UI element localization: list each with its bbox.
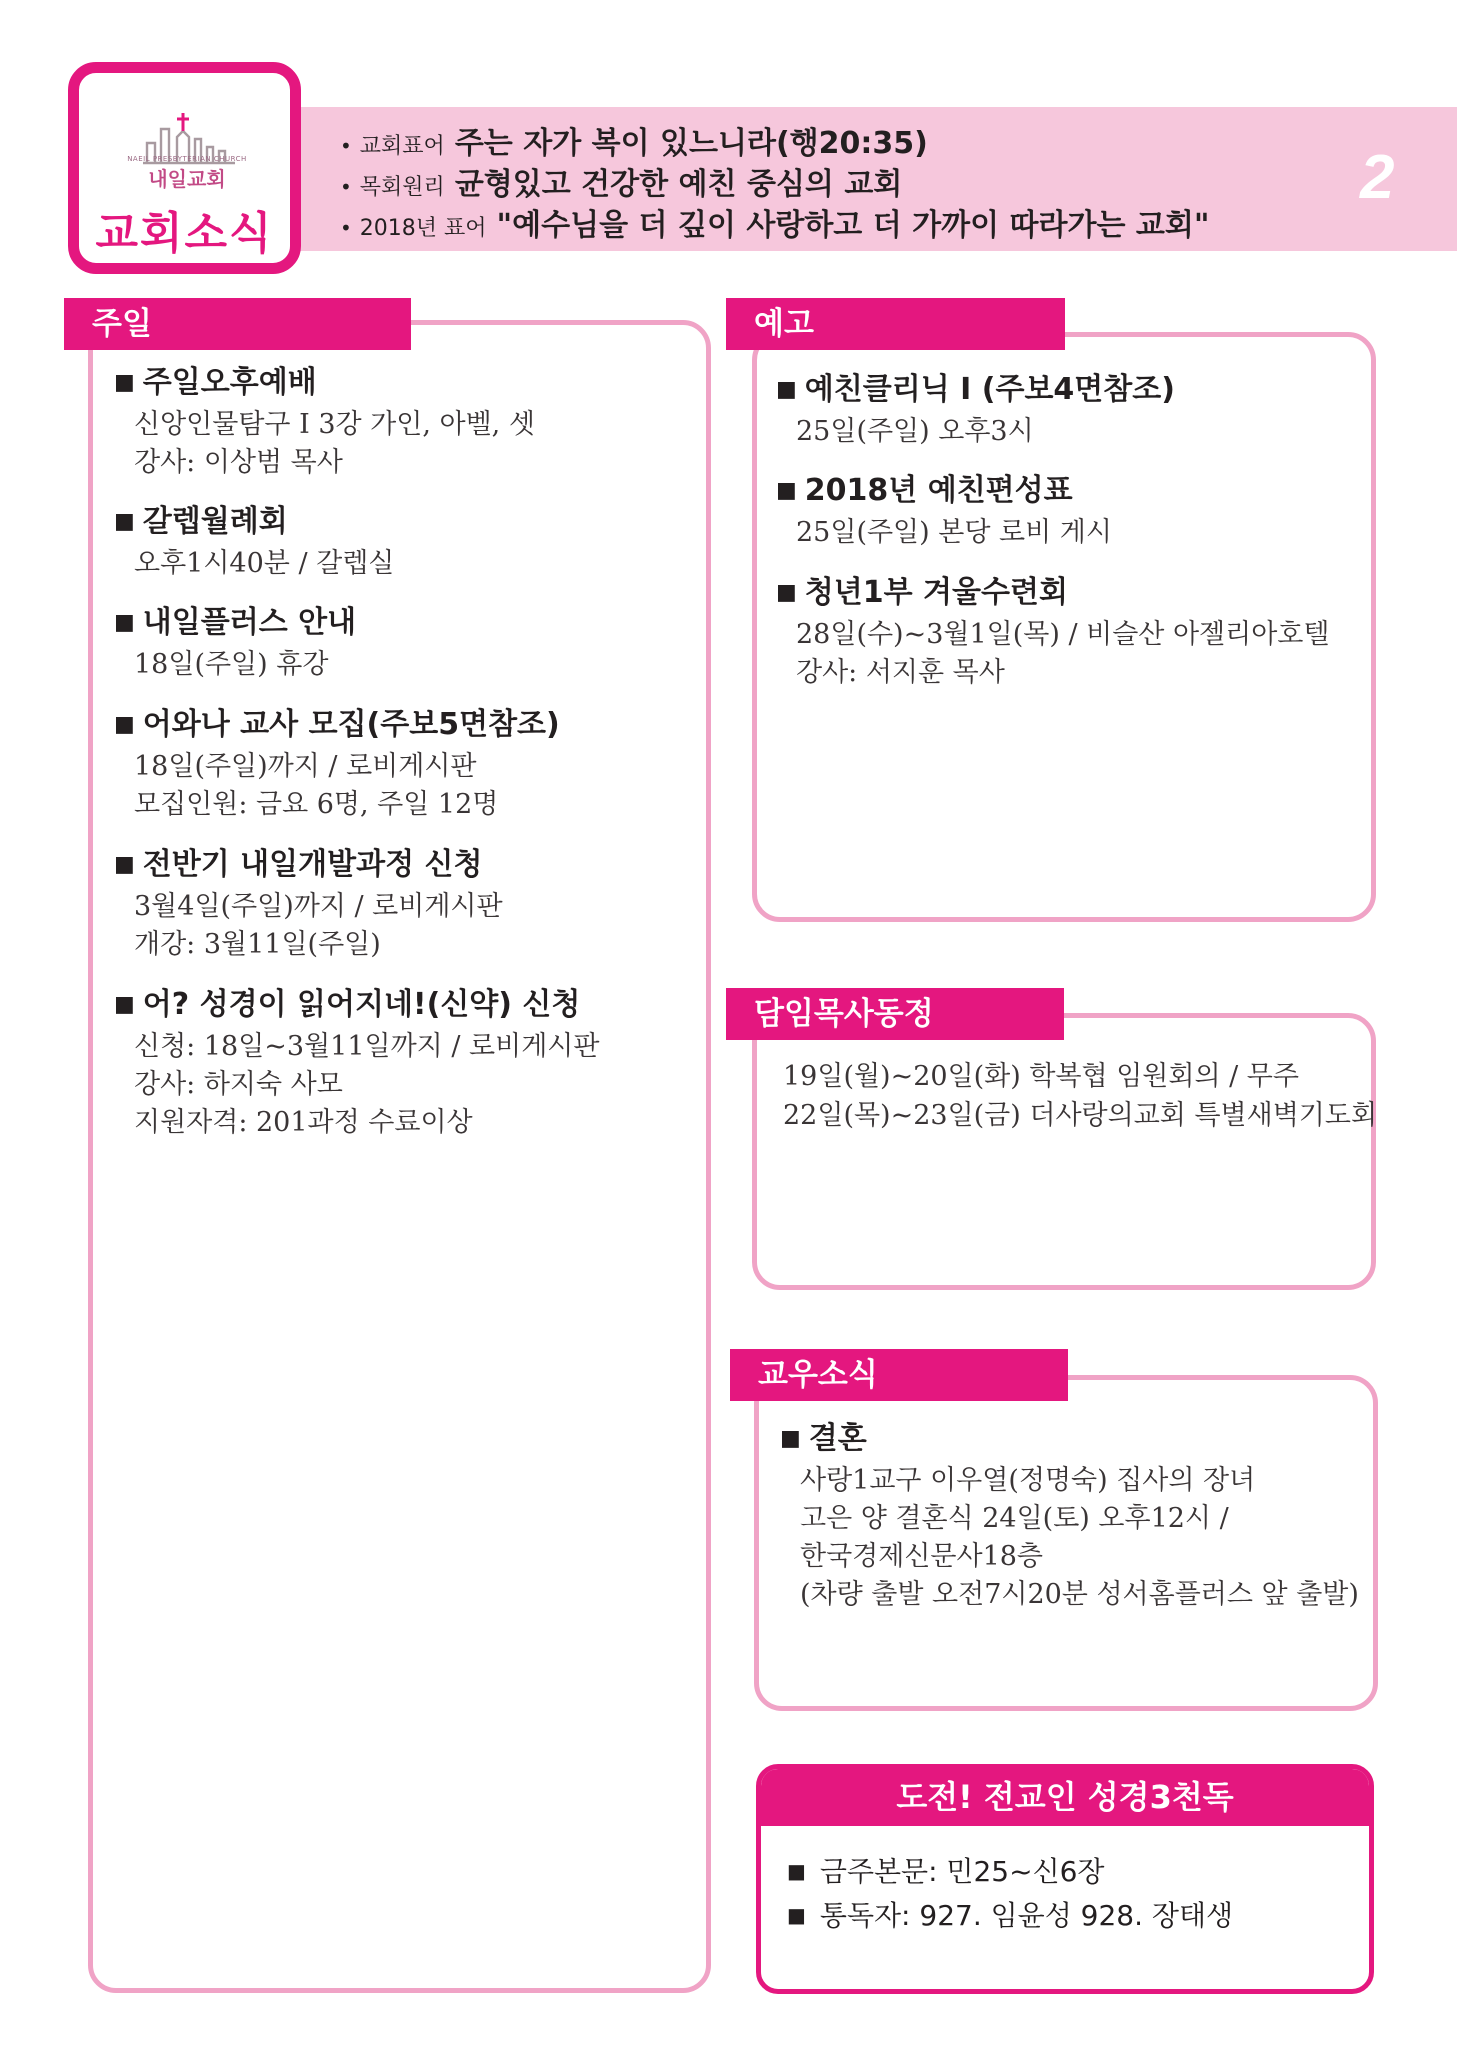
notice-panel-title: 예고 [726, 298, 1065, 350]
list-item-line: 사랑1교구 이우열(정명숙) 집사의 장녀 [800, 1465, 1256, 1496]
list-item-line: 25일(주일) 오후3시 [796, 416, 1034, 447]
list-item-line: 강사: 서지훈 목사 [796, 657, 1005, 688]
list-item-line: 18일(주일) 휴강 [134, 649, 329, 680]
list-item-title: ■ 예친클리닉 I (주보4면참조) [776, 372, 1175, 407]
pastor-panel [752, 1013, 1376, 1290]
sunday-item-development-course [114, 845, 503, 964]
list-item-title: ■ 2018년 예친편성표 [776, 473, 1073, 508]
notice-item-clinic [776, 370, 1175, 451]
bible-challenge-box [756, 1764, 1374, 1994]
list-item-line: 신앙인물탐구 I 3강 가인, 아벨, 셋 [134, 409, 535, 440]
list-item-title: ■ 어? 성경이 읽어지네!(신약) 신청 [114, 987, 581, 1022]
bible-challenge-list [787, 1851, 1233, 1939]
members-item-wedding [780, 1419, 1359, 1614]
list-item-title: ■ 전반기 내일개발과정 신청 [114, 847, 483, 882]
logo-english-name: NAEIL PRESBYTERIAN CHURCH [127, 155, 247, 163]
list-item-line: 28일(수)~3월1일(목) / 비슬산 아젤리아호텔 [796, 619, 1330, 650]
square-bullet-icon: ■ [776, 478, 797, 503]
page-title: 교회소식 [95, 208, 274, 259]
church-motto-text: 주는 자가 복이 있느니라(행20:35) [454, 126, 928, 161]
pastor-schedule-line: 19일(월)~20일(화) 학복협 임원회의 / 무주 [783, 1061, 1299, 1092]
list-item-line: 개강: 3월11일(주일) [134, 929, 381, 960]
year-motto-text: "예수님을 더 깊이 사랑하고 더 가까이 따라가는 교회" [496, 208, 1210, 243]
list-item-title: ■ 갈렙월례회 [114, 504, 288, 539]
pastor-panel-title: 담임목사동정 [726, 988, 1064, 1040]
bullet: • [340, 175, 352, 199]
notice-item-youth-retreat [776, 573, 1329, 692]
list-item-line: 강사: 하지숙 사모 [134, 1069, 343, 1100]
sunday-item-caleb-meeting [114, 502, 394, 583]
church-motto-label: 교회표어 [359, 134, 445, 159]
list-item-line: 오후1시40분 / 갈렙실 [134, 548, 395, 579]
ministry-principle-label: 목회원리 [359, 175, 445, 200]
square-bullet-icon: ■ [787, 1903, 806, 1927]
square-bullet-icon: ■ [776, 580, 797, 605]
list-item-title: ■ 내일플러스 안내 [114, 605, 357, 640]
list-item-line: 신청: 18일~3월11일까지 / 로비게시판 [134, 1031, 600, 1062]
square-bullet-icon: ■ [114, 992, 135, 1017]
list-item-line: 강사: 이상범 목사 [134, 447, 343, 478]
sunday-item-awana-recruit [114, 705, 560, 824]
list-item-line: 모집인원: 금요 6명, 주일 12명 [134, 789, 499, 820]
list-item-line: 3월4일(주일)까지 / 로비게시판 [134, 891, 503, 922]
sunday-item-afternoon-service [114, 363, 535, 482]
header-mottos [340, 118, 1210, 241]
sunday-panel-title: 주일 [64, 298, 411, 350]
notice-item-group-roster [776, 471, 1112, 552]
list-item-title: ■ 주일오후예배 [114, 365, 317, 400]
bullet: • [340, 216, 352, 240]
list-item-line: 지원자격: 201과정 수료이상 [134, 1107, 473, 1138]
ministry-principle [340, 159, 1210, 200]
bible-challenge-line: ■ 통독자: 927. 임윤성 928. 장태생 [787, 1899, 1234, 1932]
logo-church-name: 내일교회 [148, 167, 226, 191]
list-item-line: 18일(주일)까지 / 로비게시판 [134, 751, 477, 782]
list-item-line: (차량 출발 오전7시20분 성서홈플러스 앞 출발) [800, 1579, 1359, 1610]
sunday-item-naeil-plus [114, 603, 356, 684]
square-bullet-icon: ■ [114, 610, 135, 635]
square-bullet-icon: ■ [780, 1426, 801, 1451]
list-item-line: 고은 양 결혼식 24일(토) 오후12시 / [800, 1503, 1229, 1534]
church-motto [340, 118, 1210, 159]
list-item-line: 한국경제신문사18층 [800, 1541, 1044, 1572]
members-panel-title: 교우소식 [730, 1349, 1068, 1401]
bible-challenge-title: 도전! 전교인 성경3천독 [761, 1769, 1369, 1826]
ministry-principle-text: 균형있고 건강한 예친 중심의 교회 [454, 167, 903, 202]
bullet: • [340, 134, 352, 158]
bible-challenge-line: ■ 금주본문: 민25~신6장 [787, 1855, 1105, 1888]
list-item-title: ■ 결혼 [780, 1421, 867, 1456]
square-bullet-icon: ■ [114, 370, 135, 395]
square-bullet-icon: ■ [114, 509, 135, 534]
square-bullet-icon: ■ [114, 852, 135, 877]
church-logo-box [68, 62, 301, 274]
pastor-schedule-line: 22일(목)~23일(금) 더사랑의교회 특별새벽기도회 [783, 1100, 1378, 1131]
pastor-schedule [783, 1057, 1377, 1135]
sunday-item-bible-reading [114, 985, 599, 1142]
square-bullet-icon: ■ [114, 712, 135, 737]
year-motto-label: 2018년 표어 [359, 216, 487, 241]
square-bullet-icon: ■ [776, 377, 797, 402]
list-item-title: ■ 청년1부 겨울수련회 [776, 575, 1068, 610]
year-motto [340, 200, 1210, 241]
page-number: 2 [1360, 143, 1395, 212]
square-bullet-icon: ■ [787, 1859, 806, 1883]
list-item-line: 25일(주일) 본당 로비 게시 [796, 517, 1112, 548]
list-item-title: ■ 어와나 교사 모집(주보5면참조) [114, 707, 560, 742]
